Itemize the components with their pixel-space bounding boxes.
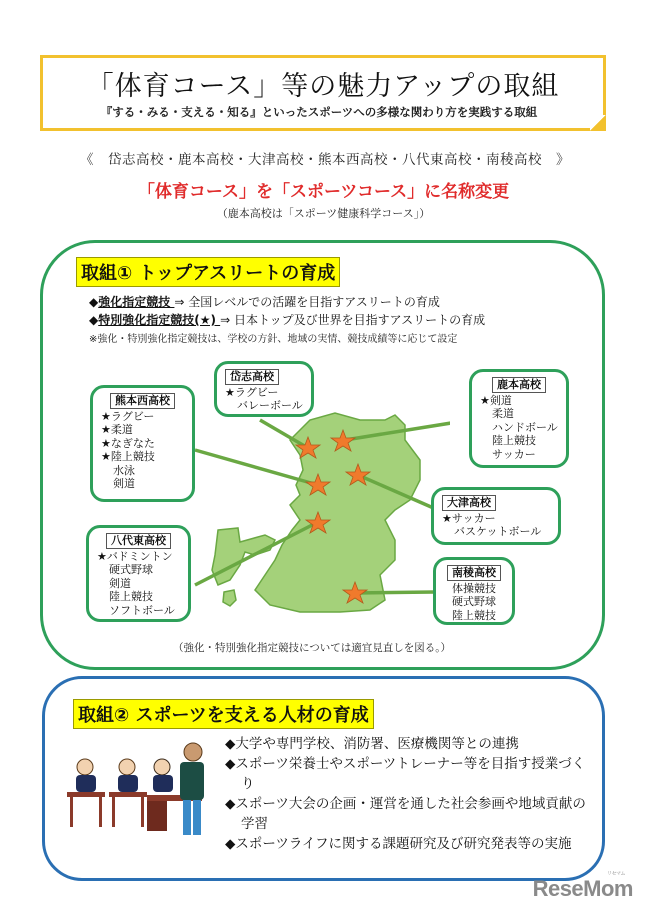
- sport-item: ★サッカー: [442, 511, 496, 525]
- callout-kumamoto-nishi-high: [90, 385, 195, 502]
- page-subtitle: 『する・みる・支える・知る』といったスポーツへの多様な関わり方を実践する取組: [100, 105, 538, 119]
- bullet-term: 強化指定競技: [98, 295, 175, 309]
- sport-item: ソフトボール: [109, 603, 175, 617]
- sport-item: ★バドミントン: [97, 549, 173, 563]
- sport-item: バレーボール: [237, 399, 303, 412]
- sport-item: 硬式野球: [109, 563, 153, 576]
- section1-footnote: （強化・特別強化指定競技については適宜見直しを図る。）: [173, 642, 452, 654]
- sport-item: 体操競技: [452, 581, 496, 595]
- section1-heading: 取組① トップアスリートの育成: [76, 257, 340, 287]
- school-name: 八代東高校: [106, 533, 171, 549]
- sport-item: 硬式野球: [452, 595, 496, 608]
- rename-note: （鹿本高校は「スポーツ健康科学コース」）: [216, 207, 431, 220]
- sport-item: 陸上競技: [492, 434, 536, 447]
- section1-note: ※強化・特別強化指定競技は、学校の方針、地域の実情、競技成績等に応じて設定: [89, 334, 458, 345]
- sport-item: ハンドボール: [492, 420, 558, 434]
- list-item: ◆スポーツ栄養士やスポーツトレーナー等を目指す授業づくり: [225, 756, 586, 792]
- school-name: 大津高校: [442, 495, 496, 511]
- list-item: ◆大学や専門学校、消防署、医療機関等との連携: [225, 736, 519, 752]
- callout-yatsushiro-higashi-high: [86, 525, 191, 622]
- list-item: ◆スポーツ大会の企画・運営を通した社会参画や地域貢献の学習: [225, 796, 586, 832]
- sport-item: ★陸上競技: [101, 450, 155, 463]
- sport-item: ★剣道: [480, 393, 512, 407]
- section2-heading: 取組② スポーツを支える人材の育成: [73, 699, 374, 729]
- kumamoto-map: [150, 395, 450, 635]
- section2-list: [225, 734, 595, 854]
- teacher: [180, 743, 204, 835]
- resemom-logo: リセマム ReseMom: [532, 871, 633, 901]
- sport-item: ★ラグビー: [225, 385, 279, 399]
- sport-item: 陸上競技: [109, 590, 153, 603]
- sport-item: ★ラグビー: [101, 409, 155, 423]
- schools-list: 《 岱志高校・鹿本高校・大津高校・熊本西高校・八代東高校・南稜高校 》: [80, 152, 570, 168]
- rename-headline: 「体育コース」を「スポーツコース」に名称変更: [137, 182, 510, 202]
- school-name: 南稜高校: [447, 565, 501, 581]
- sport-item: ★柔道: [101, 423, 133, 436]
- callout-ozu-high: [431, 487, 561, 545]
- bullet-designated-sports: [89, 293, 440, 310]
- prefecture-shape: [212, 413, 420, 612]
- list-item: ◆スポーツライフに関する課題研究及び研究発表等の実施: [225, 836, 572, 852]
- classroom-illustration: [67, 737, 212, 847]
- school-name: 熊本西高校: [110, 393, 175, 409]
- sport-item: 剣道: [113, 477, 135, 490]
- title-box: [40, 55, 606, 131]
- callout-kamoto-high: [469, 369, 569, 468]
- page-fold-corner: [590, 115, 606, 131]
- sport-item: バスケットボール: [454, 525, 542, 538]
- sport-item: サッカー: [492, 447, 536, 461]
- callout-taishi-high: [214, 361, 314, 417]
- callout-nanryo-high: [433, 557, 515, 625]
- bullet-desc: ⇒ 全国レベルでの活躍を目指すアスリートの育成: [174, 295, 440, 309]
- diamond-icon: ◆: [89, 295, 99, 309]
- page-title: 「体育コース」等の魅力アップの取組: [86, 71, 560, 102]
- section-sports-support-talent: [42, 676, 605, 881]
- sport-item: ★なぎなた: [101, 436, 155, 450]
- bullet-term: 特別強化指定競技(★): [98, 313, 221, 327]
- bullet-desc: ⇒ 日本トップ及び世界を目指すアスリートの育成: [220, 313, 486, 327]
- sport-item: 柔道: [492, 407, 514, 420]
- diamond-icon: ◆: [89, 313, 99, 327]
- sport-item: 陸上競技: [452, 608, 496, 622]
- school-name: 岱志高校: [225, 369, 279, 385]
- sport-item: 水泳: [113, 463, 135, 477]
- sport-item: 剣道: [109, 576, 131, 590]
- bullet-special-designated-sports: [89, 311, 485, 328]
- students: [76, 759, 173, 792]
- school-name: 鹿本高校: [492, 377, 546, 393]
- student-desks: [67, 792, 147, 827]
